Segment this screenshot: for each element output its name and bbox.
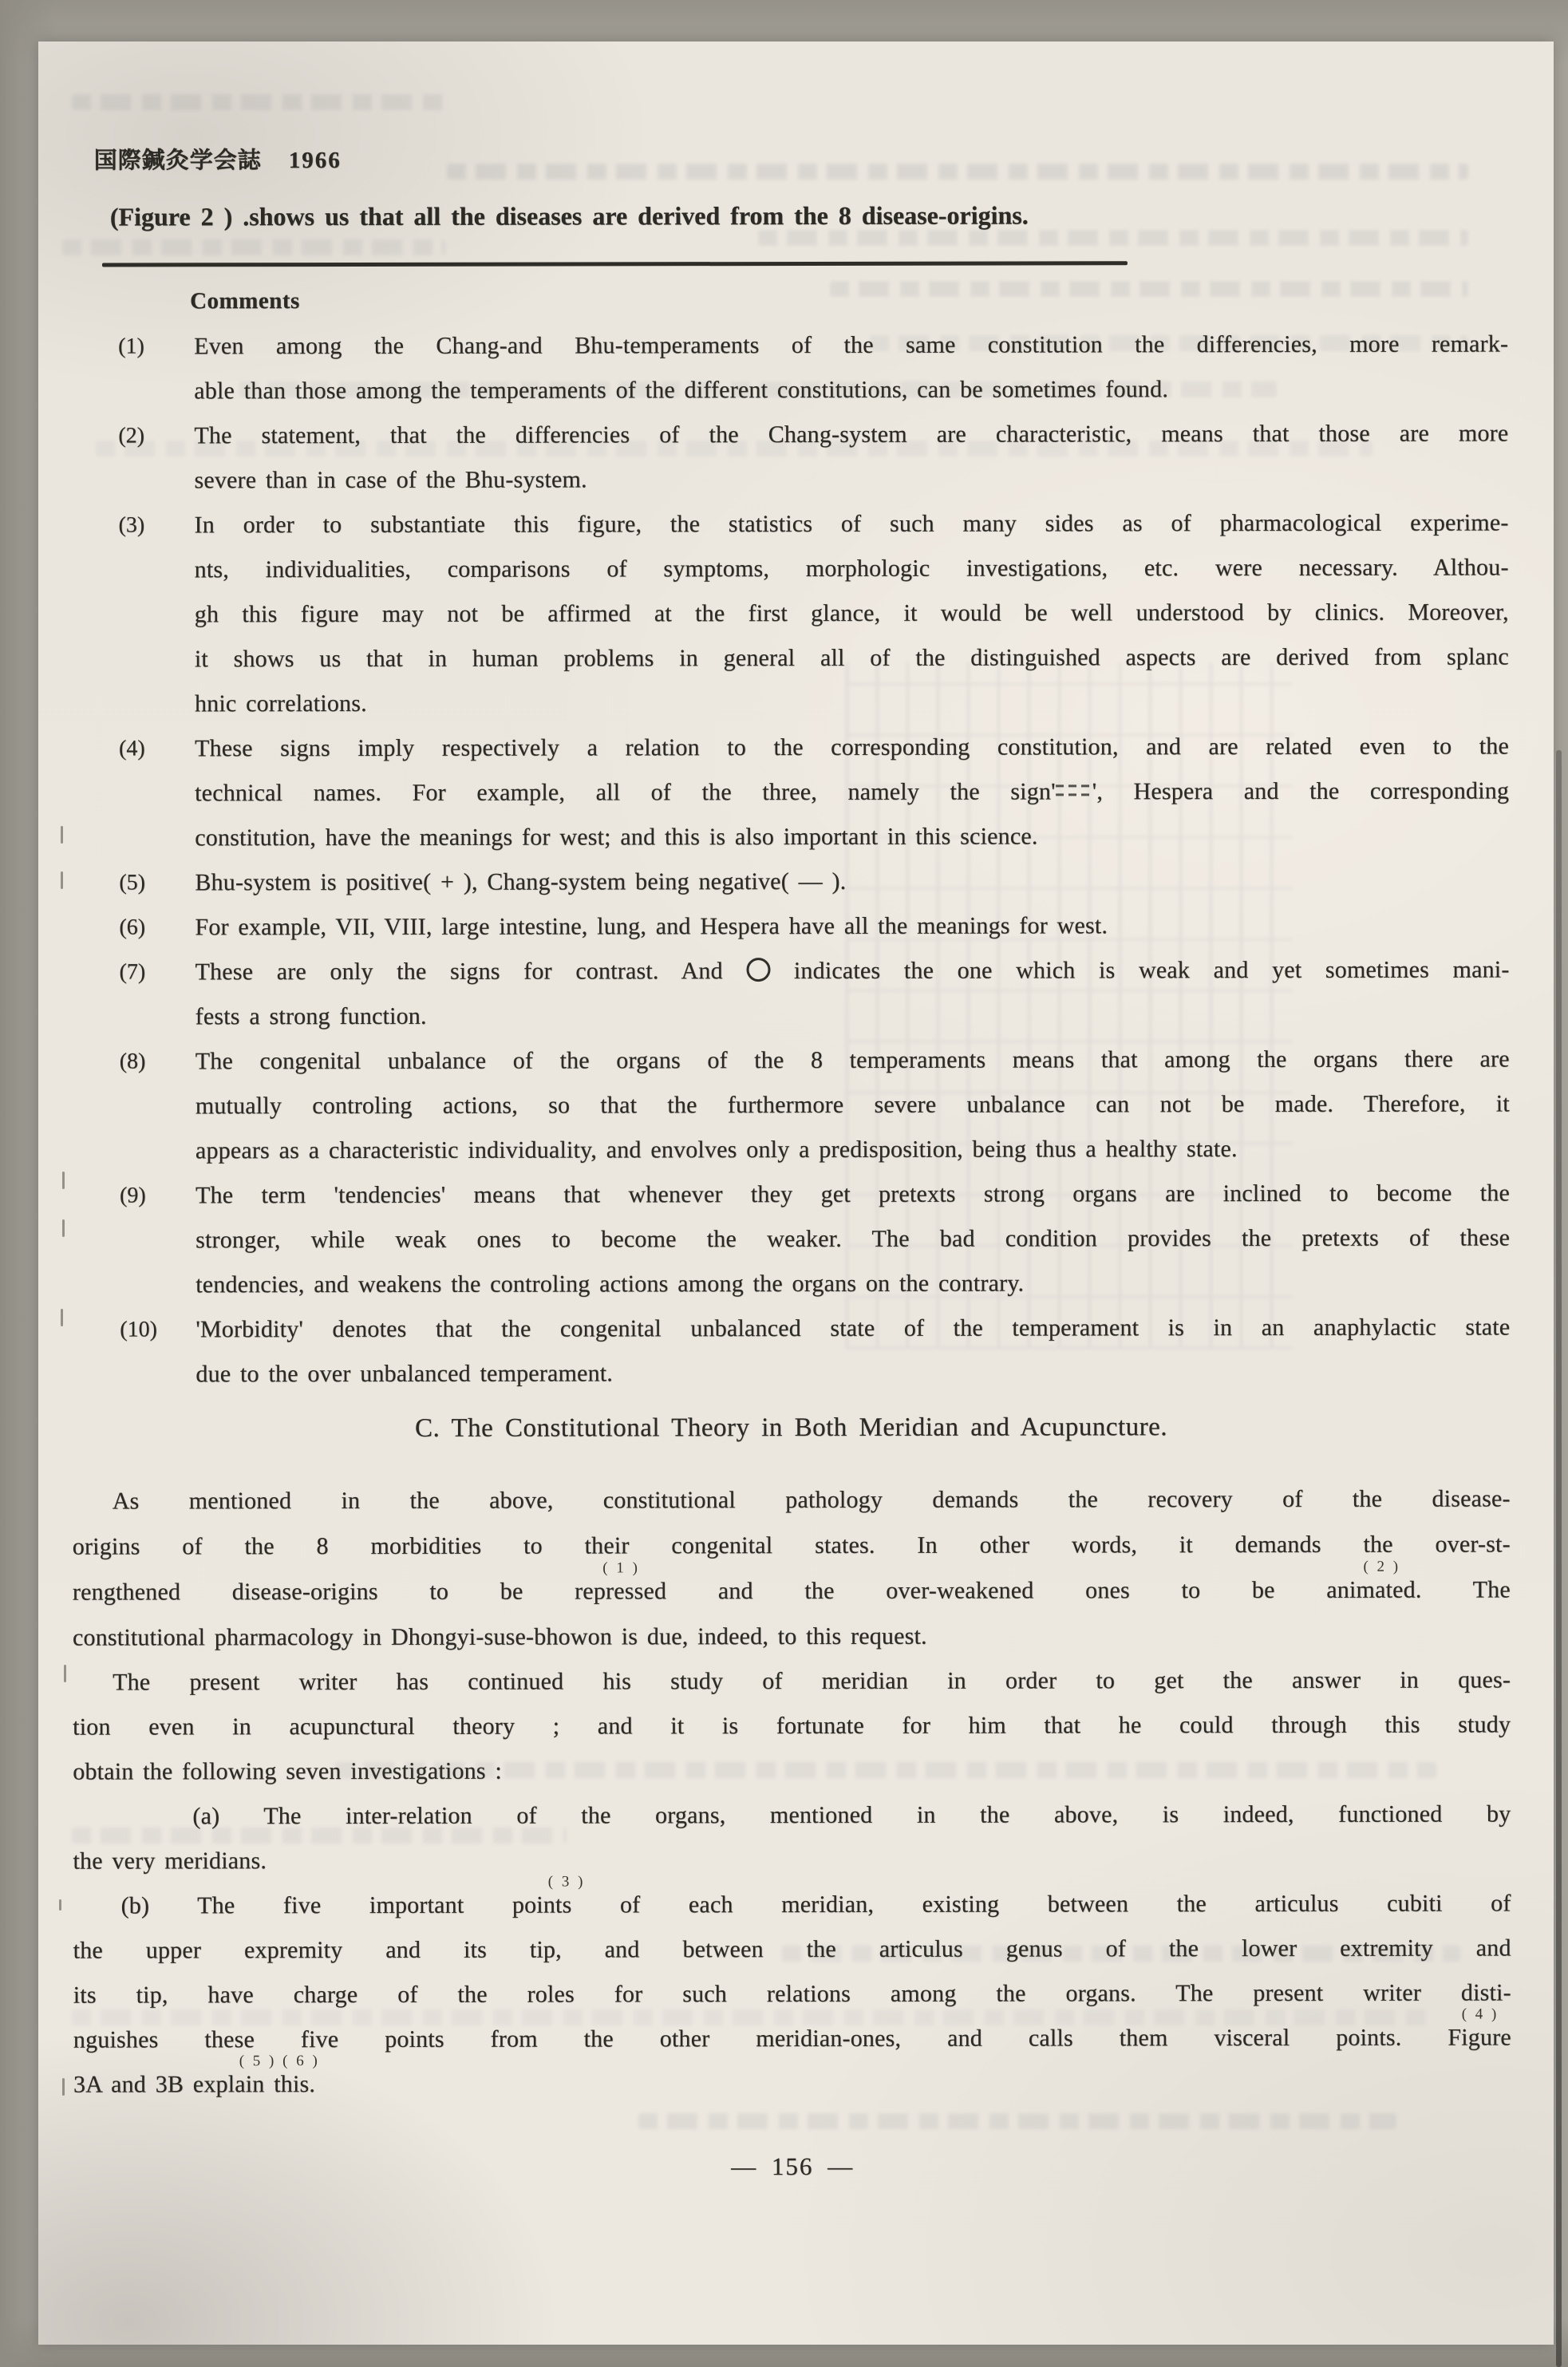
comment-line: constitution, have the meanings for west; and this is also important in this science. [195,823,1038,852]
journal-title: 国際鍼灸学会誌 [93,148,262,174]
comment-item [119,858,1509,905]
comment-body [196,1037,1510,1173]
comment-line: severe than in case of the Bhu-system. [194,466,587,494]
paragraph-line-text: points [511,1891,572,1918]
comment-item [118,411,1508,503]
comment-line: appears as a characteristic individuality, and envolves only a predisposition, being thus a healthy state. [195,1136,1238,1164]
comments-heading: Comments [190,288,300,314]
paragraph-line-text: rengthened disease-origins to be [72,1578,575,1606]
footnote-ref-4: ( 4 ) [1461,2005,1498,2023]
comment-number: (9) [119,1183,146,1208]
paragraph-line: its tip, have charge of the roles for such relations among the organs. The present writer disti- [73,1979,1511,2009]
footnote-ref-2: ( 2 ) [1363,1558,1400,1575]
paragraph-line-text: this. [274,2071,316,2098]
comment-number: (3) [118,512,145,538]
comment-line-text: indicates the one which is weak and yet sometimes mani- [770,956,1510,985]
footnote-ref-3: ( 3 ) [547,1873,584,1891]
investigation-item-b [73,1873,1511,2107]
page-content [36,40,1555,2345]
comment-body [195,724,1509,860]
horizontal-rule [102,261,1128,267]
footnote-ref-1: ( 1 ) [602,1559,638,1577]
comment-body [195,903,1509,950]
section-heading: C. The Constitutional Theory in Both Meridian and Acupuncture. [414,1413,1168,1443]
comment-number: (6) [119,915,146,940]
comment-line: tendencies, and weakens the controling actions among the organs on the contrary. [196,1270,1025,1298]
footnote-anchor [575,1559,667,1605]
comment-number: (8) [119,1049,146,1074]
paragraph-line: the upper expremity and its tip, and between the articulus genus of the lower extremity and [73,1934,1511,1964]
comment-line: fests a strong function. [195,1002,427,1030]
intro-sentence: (Figure 2 ) .shows us that all the diseases are derived from the 8 disease-origins. [109,200,1029,231]
journal-header [94,140,1508,178]
comment-item [119,903,1509,950]
footnote-anchor [1326,1558,1422,1603]
comment-line: The congenital unbalance of the organs of the 8 temperaments means that among the organs there are [195,1045,1510,1075]
paper-sheet [38,41,1554,2345]
paragraph-constitutional-pathology [73,1476,1511,1660]
comment-item [118,322,1508,413]
comment-line: it shows us that in human problems in general all of the distinguished aspects are derived from splanc [194,643,1509,673]
comment-line: due to the over unbalanced temperament. [196,1360,614,1388]
comment-item [120,1171,1510,1307]
comment-line: 'Morbidity' denotes that the congenital unbalanced state of the temperament is in an anaphylactic state [196,1314,1511,1343]
footnote-ref-5-6: ( 5 ) ( 6 ) [239,2053,318,2070]
comment-line: gh this figure may not be affirmed at the first glance, it would be well understood by clinics. Moreover, [194,599,1509,628]
comment-body [194,322,1508,413]
comment-line: able than those among the temperaments of the different constitutions, can be sometimes found. [194,376,1169,405]
paragraph-line-text: of each meridian, existing between the articulus cubiti of [571,1890,1511,1918]
comment-body [195,947,1509,1039]
comment-line: The statement, that the differencies of the Chang-system are characteristic, means that those are more [194,420,1509,449]
comment-line: For example, VII, VIII, large intestine, lung, and Hespera have all the meanings for west. [195,912,1108,941]
comment-item [118,500,1508,726]
comment-number: (10) [120,1317,157,1342]
paragraph-line: The present writer has continued his study of meridian in order to get the answer in ques- [113,1666,1511,1696]
paragraph-line: the very meridians. [73,1847,267,1875]
paragraph-line-text: Figure [1448,2024,1511,2051]
page-number: — 156 — [731,2152,855,2181]
investigation-item-a [73,1792,1511,1883]
paragraph-line: constitutional pharmacology in Dhongyi-suse-bhowon is due, indeed, to this request. [72,1622,927,1651]
paragraph-line: (a) The inter-relation of the organs, mentioned in the above, is indeed, functioned by [192,1800,1511,1830]
paragraph-line: tion even in acupunctural theory ; and it is fortunate for him that he could through this study [73,1711,1511,1741]
paragraph-line-text: animated. [1326,1576,1422,1603]
comment-item [120,1037,1510,1173]
comment-line [195,947,1509,994]
comment-line-text: These are only the signs for contrast. And [195,958,747,986]
trigram-sign-icon [1056,781,1092,800]
comment-line: mutually controling actions, so that the furthermore severe unbalance can not be made. Therefore, it [195,1090,1510,1120]
paragraph-line-text: (b) The five important [120,1891,512,1919]
paragraph-line-text: nguishes these five points from the other meridian-ones, and calls them visceral points. [73,2024,1448,2053]
journal-year: 1966 [288,147,342,174]
paragraph-line: As mentioned in the above, constitutional pathology demands the recovery of the disease- [112,1485,1511,1515]
comment-line-text: ', Hespera and the corresponding [1092,777,1510,805]
paragraph-line-text: 3A and 3B explain [73,2071,274,2098]
comment-line-text: technical names. For example, all of the three, namely the sign' [195,778,1056,807]
comment-body [195,858,1509,905]
comment-line: stronger, while weak ones to become the weaker. The bad condition provides the pretexts of these [196,1224,1511,1254]
paragraph-line [72,1558,1511,1614]
circle-sign-icon [746,958,770,982]
comment-line: hnic correlations. [194,690,367,717]
comment-body [196,1171,1510,1307]
paragraph-line-text: The [1421,1576,1511,1603]
footnote-anchor [239,2053,318,2098]
footnote-anchor [1448,2005,1511,2051]
comment-body [196,1305,1510,1397]
comment-line: In order to substantiate this figure, the statistics of such many sides as of pharmacological experime- [194,509,1509,539]
paragraph-line-text: repressed [575,1578,667,1605]
comment-number: (2) [118,423,145,449]
comments-list [70,322,1510,1397]
paragraph-line [73,1873,1511,1928]
comment-item [119,724,1509,860]
comment-line: nts, individualities, comparisons of symptoms, morphologic investigations, etc. were necessary. Althou- [194,554,1509,583]
comment-number: (4) [118,736,145,761]
comment-line [195,769,1509,816]
photo-edge-shadow [1556,750,1562,2367]
footnote-anchor [511,1873,584,1918]
comment-item [119,947,1509,1039]
comment-item [120,1305,1510,1397]
comment-number: (5) [119,870,146,895]
comment-number: (1) [118,334,144,359]
paragraph-line: origins of the 8 morbidities to their congenital states. In other words, it demands the over-st- [72,1531,1511,1560]
comment-line: Even among the Chang-and Bhu-temperaments of the same constitution the differencies, more remark- [194,330,1509,360]
paragraph-line [73,2053,1511,2107]
paragraph-line: obtain the following seven investigations : [73,1757,502,1785]
paragraph-present-writer [73,1658,1511,1794]
comment-number: (7) [119,959,146,985]
paragraph-line-text: and the over-weakened ones to be [666,1576,1327,1605]
comment-line: These signs imply respectively a relation to the corresponding constitution, and are related even to the [194,733,1510,762]
comment-line: The term 'tendencies' means that whenever they get pretexts strong organs are inclined to become the [195,1180,1511,1209]
comment-body [194,500,1508,726]
comment-body [194,411,1508,503]
comment-line: Bhu-system is positive( + ), Chang-system being negative( — ). [195,867,847,896]
